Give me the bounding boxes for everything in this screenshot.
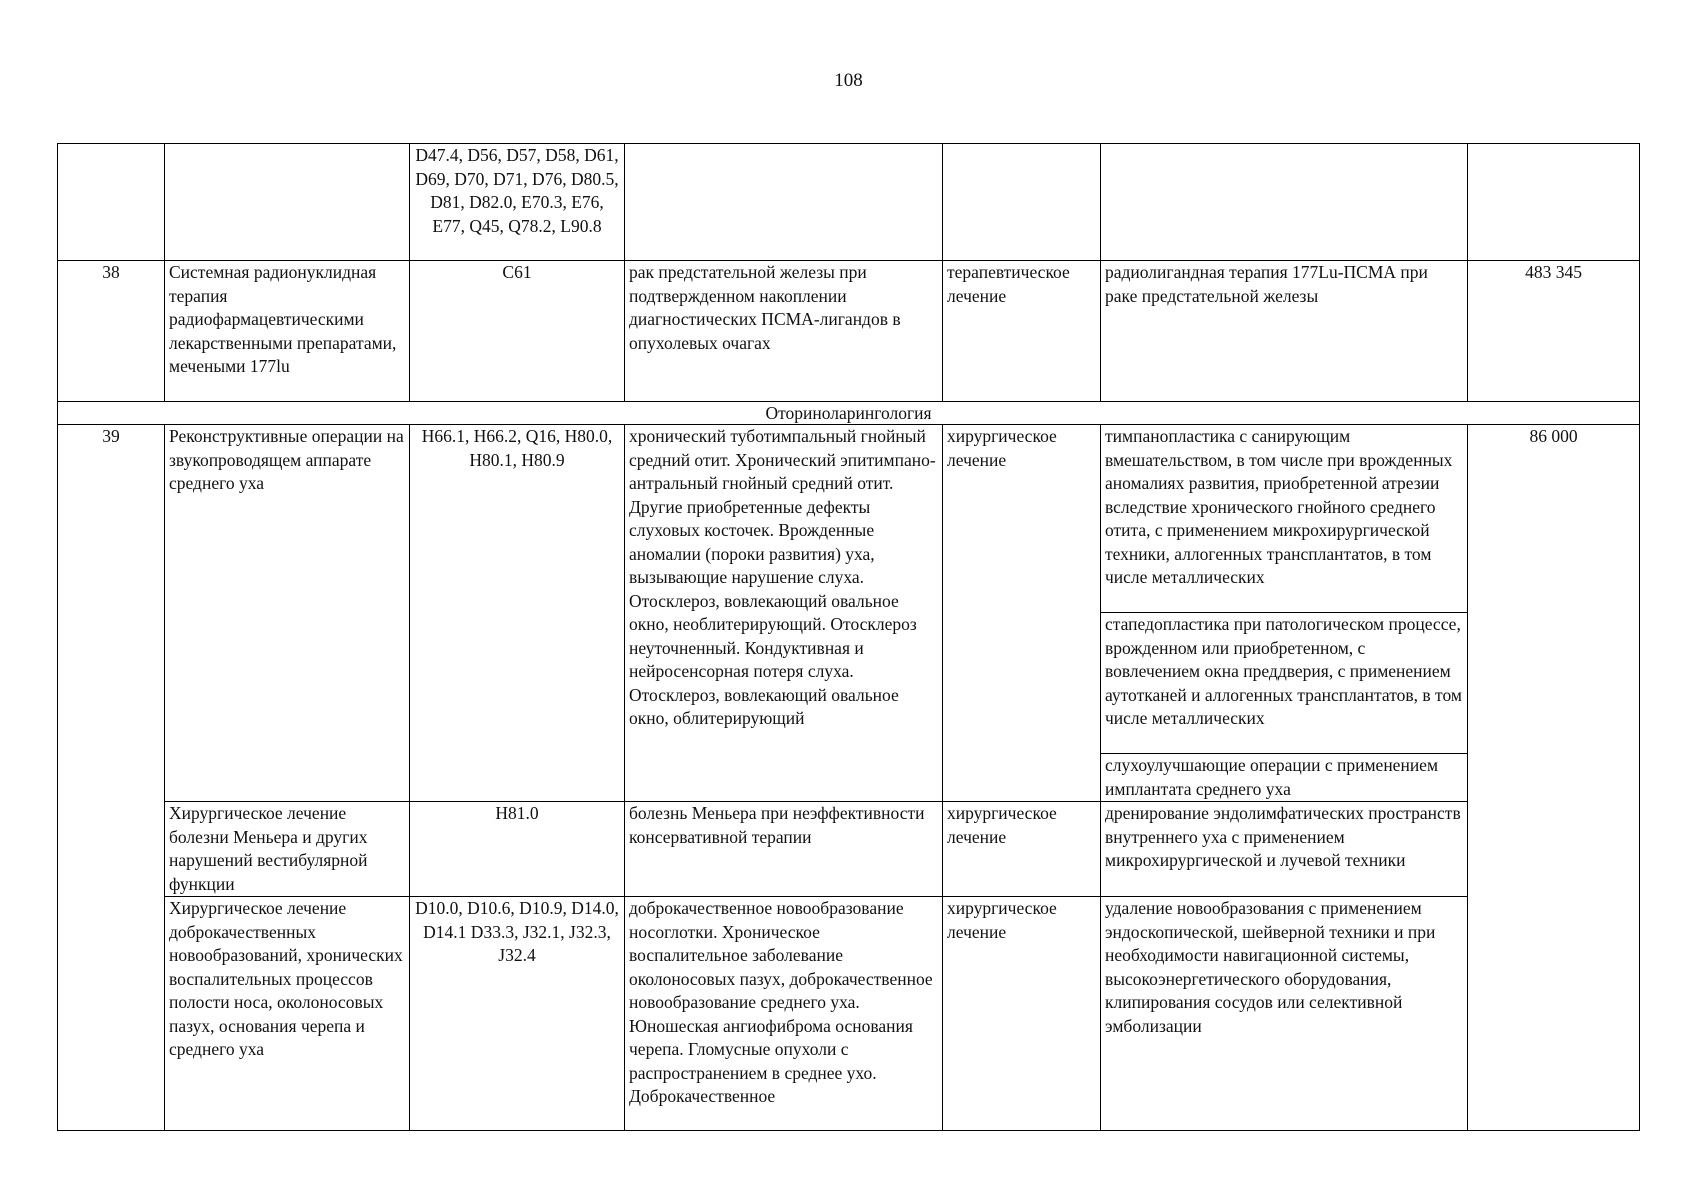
cell-method: удаление новообразования с применением эндоскопической, шейверной техники и при необходимости навигационной системы, высокоэнергетического оборудования, клипирования сосудов или селективной эмболизации xyxy=(1101,897,1468,1131)
table-row-continuation xyxy=(58,144,1640,261)
cell-name xyxy=(165,144,410,261)
page-number: 108 xyxy=(834,70,863,91)
cell-cost: 483 345 xyxy=(1468,261,1640,402)
cell-number: 39 xyxy=(58,425,165,1131)
cell-name: Реконструктивные операции на звукопроводящем аппарате среднего уха xyxy=(165,425,410,802)
cell-method xyxy=(1101,144,1468,261)
cell-method: слухоулучшающие операции с применением имплантата среднего уха xyxy=(1101,754,1468,802)
section-title: Оториноларингология xyxy=(58,402,1640,425)
cell-name: Хирургическое лечение болезни Меньера и других нарушений вестибулярной функции xyxy=(165,802,410,897)
table-row-38 xyxy=(58,261,1640,402)
cell-treatment-type: терапевтическое лечение xyxy=(943,261,1101,402)
cell-method: дренирование эндолимфатических пространств внутреннего уха с применением микрохирургической и лучевой техники xyxy=(1101,802,1468,897)
cell-treatment-type: хирургическое лечение xyxy=(943,897,1101,1131)
cell-number xyxy=(58,144,165,261)
cell-codes: H66.1, H66.2, Q16, H80.0, H80.1, H80.9 xyxy=(410,425,625,802)
cell-treatment-type: хирургическое лечение xyxy=(943,425,1101,802)
cell-model: рак предстательной железы при подтвержденном накоплении диагностических ПСМА-лигандов в опухолевых очагах xyxy=(625,261,943,402)
cell-treatment-type xyxy=(943,144,1101,261)
cell-codes: H81.0 xyxy=(410,802,625,897)
table-row-39-group-1 xyxy=(58,425,1640,613)
table-row-39-group-3 xyxy=(58,897,1640,1131)
cell-number: 38 xyxy=(58,261,165,402)
cell-codes: D10.0, D10.6, D10.9, D14.0, D14.1 D33.3, J32.1, J32.3, J32.4 xyxy=(410,897,625,1131)
cell-codes: D47.4, D56, D57, D58, D61, D69, D70, D71, D76, D80.5, D81, D82.0, E70.3, E76, E77, Q45, Q78.2, L90.8 xyxy=(410,144,625,261)
cell-cost: 86 000 xyxy=(1468,425,1640,1131)
cell-method: радиолигандная терапия 177Lu-ПСМА при раке предстательной железы xyxy=(1101,261,1468,402)
cell-model xyxy=(625,144,943,261)
cell-name: Системная радионуклидная терапия радиофармацевтическими лекарственными препаратами, мечеными 177lu xyxy=(165,261,410,402)
cell-method: тимпанопластика с санирующим вмешательством, в том числе при врожденных аномалиях развития, приобретенной атрезии вследствие хронического гнойного среднего отита, с применением микрохирургической техники, аллогенных трансплантатов, в том числе металлических xyxy=(1101,425,1468,613)
cell-method: стапедопластика при патологическом процессе, врожденном или приобретенном, с вовлечением окна преддверия, с применением аутотканей и аллогенных трансплантатов, в том числе металлических xyxy=(1101,613,1468,754)
cell-name: Хирургическое лечение доброкачественных новообразований, хронических воспалительных процессов полости носа, околоносовых пазух, основания черепа и среднего уха xyxy=(165,897,410,1131)
cell-model: хронический туботимпальный гнойный средний отит. Хронический эпитимпано-антральный гнойный средний отит. Другие приобретенные дефекты слуховых косточек. Врожденные аномалии (пороки развития) уха, вызывающие нарушение слуха. Отосклероз, вовлекающий овальное окно, необлитерирующий. Отосклероз неуточненный. Кондуктивная и нейросенсорная потеря слуха. Отосклероз, вовлекающий овальное окно, облитерирующий xyxy=(625,425,943,802)
medical-care-table xyxy=(57,143,1640,1131)
table-row-39-group-2 xyxy=(58,802,1640,897)
cell-model: болезнь Меньера при неэффективности консервативной терапии xyxy=(625,802,943,897)
section-header-row xyxy=(58,402,1640,425)
cell-codes: C61 xyxy=(410,261,625,402)
cell-treatment-type: хирургическое лечение xyxy=(943,802,1101,897)
cell-model: доброкачественное новообразование носоглотки. Хроническое воспалительное заболевание околоносовых пазух, доброкачественное новообразование среднего уха. Юношеская ангиофиброма основания черепа. Гломусные опухоли с распространением в среднее ухо. Доброкачественное xyxy=(625,897,943,1131)
cell-cost xyxy=(1468,144,1640,261)
